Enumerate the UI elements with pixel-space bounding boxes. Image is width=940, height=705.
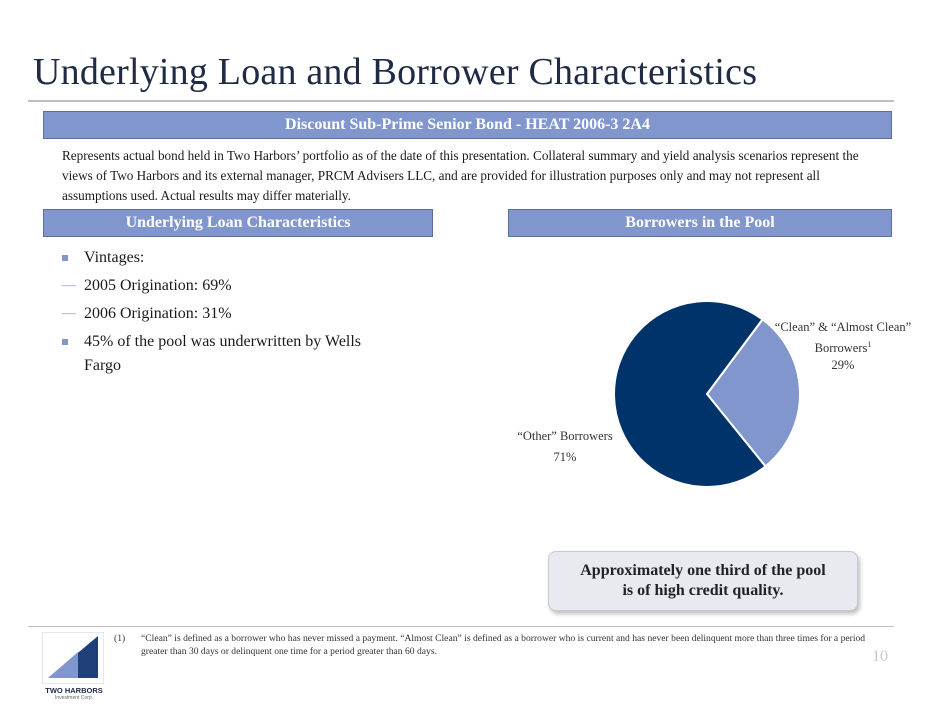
footnote-marker: 1: [867, 340, 872, 349]
footer-divider: [28, 626, 894, 627]
list-item: [62, 302, 402, 326]
title-divider: [28, 100, 894, 102]
list-item-text: 2005 Origination: 69%: [84, 277, 232, 294]
callout-line-1: Approximately one third of the pool: [580, 562, 826, 579]
borrowers-header: [508, 209, 892, 237]
other-borrowers-name: “Other” Borrowers: [517, 429, 613, 443]
logo-mark-icon: [42, 632, 104, 684]
list-item-text: 2006 Origination: 31%: [84, 305, 232, 322]
other-borrowers-label: [510, 428, 620, 466]
clean-borrowers-value: 29%: [831, 358, 855, 373]
other-borrowers-value: 71%: [553, 450, 577, 464]
page-title: Underlying Loan and Borrower Characteristics: [33, 51, 758, 93]
list-item: [62, 246, 402, 270]
list-item-text: 45% of the pool was underwritten by Wells Fargo: [84, 333, 362, 374]
footnote-text: “Clean” is defined as a borrower who has never missed a payment. “Almost Clean” is defined as a borrower who is current and has never been delinquent more than three times for a period greater than 30 days or delinquent one time for a period greater than 60 days.: [141, 633, 866, 657]
loan-characteristics-list: [62, 246, 402, 382]
list-item: [62, 274, 402, 298]
clean-borrowers-label: [768, 319, 918, 374]
footnote-number: (1): [114, 633, 126, 644]
page-number: 10: [872, 648, 888, 665]
list-item: [62, 330, 402, 378]
bond-header-label: Discount Sub-Prime Senior Bond - HEAT 2006-3 2A4: [285, 116, 650, 133]
borrower-pie-chart: [500, 300, 912, 500]
square-bullet-icon: [62, 255, 68, 261]
logo-name: TWO HARBORS: [45, 686, 103, 695]
bond-header-bar: [43, 111, 892, 139]
two-harbors-logo: [36, 632, 112, 702]
borrowers-label: Borrowers in the Pool: [625, 214, 775, 231]
credit-quality-callout: [548, 551, 858, 611]
loan-characteristics-label: Underlying Loan Characteristics: [125, 214, 351, 231]
list-item-text: Vintages:: [84, 249, 145, 266]
intro-paragraph: Represents actual bond held in Two Harbors’ portfolio as of the date of this presentation. Collateral summary and yield analysis scenarios represent the views of Two Harbors and its external manager, PRCM Advisers LLC, and are provided for illustration purposes only and may not represent all assumptions used. Actual results may differ materially.: [62, 148, 859, 203]
logo-subtitle: Investment Corp.: [54, 695, 94, 701]
clean-borrowers-name: “Clean” & “Almost Clean” Borrowers: [774, 320, 912, 356]
loan-characteristics-header: [43, 209, 433, 237]
callout-line-2: is of high credit quality.: [622, 582, 784, 599]
dash-bullet-icon: —: [62, 278, 76, 293]
square-bullet-icon: [62, 339, 68, 345]
dash-bullet-icon: —: [62, 306, 76, 321]
